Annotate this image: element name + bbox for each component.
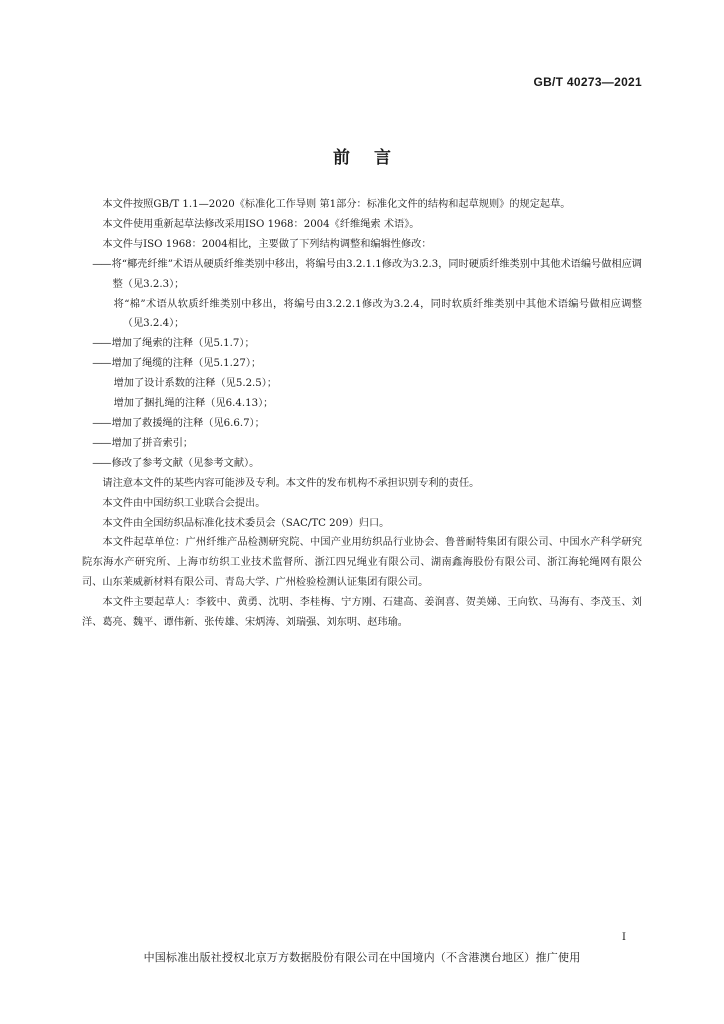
list-dash: ——	[92, 437, 111, 449]
list-item-text: 将“椰壳纤维”术语从硬质纤维类别中移出，将编号由3.2.1.1修改为3.2.3，同时硬质纤维类别中其他术语编号做相应调整（见3.2.3）；	[111, 258, 642, 290]
list-item	[82, 434, 642, 454]
standard-code: GB/T 40273—2021	[533, 75, 642, 89]
page-title: 前言	[333, 148, 415, 168]
list-dash: ——	[92, 457, 111, 469]
list-item	[82, 334, 642, 354]
list-item-text: 增加了绳缆的注释（见5.1.27）；	[111, 358, 262, 370]
list-item	[82, 374, 642, 394]
paragraph-drafters: 本文件主要起草人：李筱中、黄勇、沈明、李桂梅、宁方刚、石建高、姜润喜、贺美娣、王向钦、马海有、李茂玉、刘洋、葛亮、魏平、谭伟新、张传雄、宋炳涛、刘瑞强、刘东明、赵玮瑜。	[82, 597, 642, 629]
list-item	[82, 255, 642, 295]
footer-license-notice: 中国标准出版社授权北京万方数据股份有限公司在中国境内（不含港澳台地区）推广使用	[143, 951, 581, 964]
list-item-text: 增加了救援绳的注释（见6.6.7）；	[111, 417, 265, 429]
list-item-text: 修改了参考文献（见参考文献）。	[111, 457, 260, 469]
list-item	[82, 394, 642, 414]
list-item	[82, 354, 642, 374]
paragraph-drafting-rules: 本文件按照GB/T 1.1—2020《标准化工作导则 第1部分：标准化文件的结构和起草规则》的规定起草。	[102, 199, 571, 210]
list-item-text: 增加了设计系数的注释（见5.2.5）；	[113, 378, 278, 390]
paragraph-adoption: 本文件使用重新起草法修改采用ISO 1968：2004《纤维绳索 术语》。	[102, 218, 420, 230]
list-dash: ——	[92, 417, 111, 429]
list-item	[82, 454, 642, 474]
paragraph-drafting-organizations: 本文件起草单位：广州纤维产品检测研究院、中国产业用纺织品行业协会、鲁普耐特集团有限公司、中国水产科学研究院东海水产研究所、上海市纺织工业技术监督所、浙江四兄绳业有限公司、湖南鑫海股份有限公司、浙江海轮绳网有限公司、山东莱威新材料有限公司、青岛大学、广州检验检测认证集团有限公司。	[82, 537, 642, 589]
paragraph-proposer: 本文件由中国纺织工业联合会提出。	[102, 497, 266, 509]
list-dash: ——	[92, 338, 111, 350]
list-item-text: 增加了绳索的注释（见5.1.7）；	[111, 338, 255, 350]
paragraph-technical-committee: 本文件由全国纺织品标准化技术委员会（SAC/TC 209）归口。	[102, 517, 390, 529]
paragraph-patent-notice: 请注意本文件的某些内容可能涉及专利。本文件的发布机构不承担识别专利的责任。	[102, 477, 480, 489]
list-item-text: 增加了拼音索引；	[111, 437, 194, 449]
page-number: I	[622, 932, 626, 943]
list-item	[82, 295, 642, 335]
list-item-text: 增加了捆扎绳的注释（见6.4.13）；	[113, 398, 274, 410]
foreword-body	[82, 195, 642, 633]
list-dash: ——	[92, 358, 111, 370]
list-item-text: 将“棉”术语从软质纤维类别中移出，将编号由3.2.2.1修改为3.2.4，同时软质纤维类别中其他术语编号做相应调整（见3.2.4）；	[113, 298, 642, 330]
list-dash: ——	[92, 258, 111, 270]
list-item	[82, 414, 642, 434]
paragraph-changes-intro: 本文件与ISO 1968：2004相比，主要做了下列结构调整和编辑性修改：	[102, 238, 432, 250]
